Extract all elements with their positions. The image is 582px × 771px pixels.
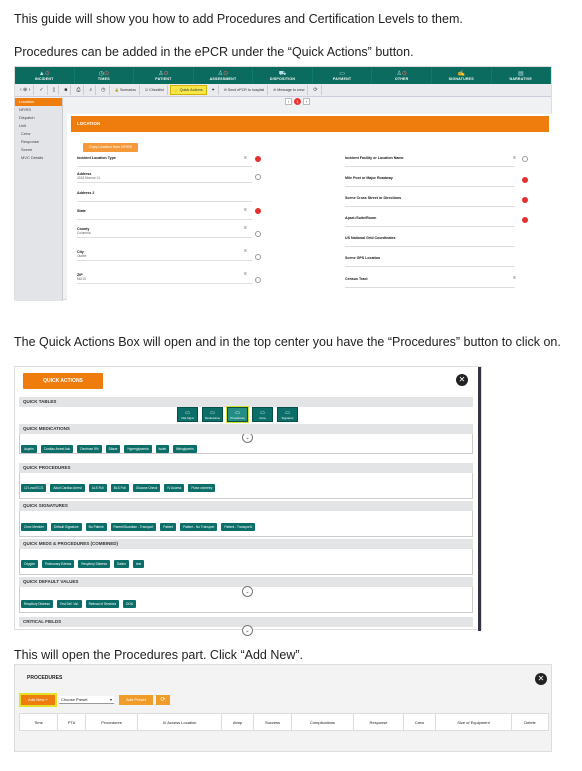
flag-icon[interactable]: ⚑ [209,85,219,95]
field-address[interactable]: Address 4318 Monroe Ct [77,172,252,183]
section-quick-combined: QUICK MEDS & PROCEDURES (COMBINED) [19,539,473,549]
list-icon[interactable]: ≡ [244,248,247,254]
chevron-down-icon[interactable]: ⌄ [242,586,253,597]
status-icon [255,277,261,283]
back-icon[interactable]: ‹ ⊕ › [17,85,34,95]
list-icon[interactable]: ≡ [244,207,247,213]
quick-actions-screenshot [14,366,482,634]
med-button[interactable]: Isolet [156,445,170,453]
close-icon[interactable]: ✕ [535,673,547,685]
toolbar [15,84,551,97]
signatures-row [21,523,255,531]
send-epcr-button[interactable]: ✉ Send ePCR to hospital [221,85,268,95]
assessment-icon: ♙⊙ [217,70,229,77]
signature-button[interactable]: Parent/Guardian - Transport [111,523,157,531]
list-icon[interactable]: ≡ [244,225,247,231]
nav-narrative[interactable]: ▤ NARRATIVE [492,67,552,84]
med-button[interactable]: Dilaxe [106,445,121,453]
tile-vital-signs[interactable]: ▭ Vital Signs [177,407,198,422]
med-button[interactable]: Aspirin [21,445,37,453]
list-icon[interactable]: ≡ [244,271,247,277]
section-quick-signatures: QUICK SIGNATURES [19,501,473,511]
defaults-row [21,600,136,608]
section-quick-procedures: QUICK PROCEDURES [19,463,473,473]
tile-procedures[interactable]: ▭ Procedures [227,407,248,422]
intro-text: This guide will show you how to add Procedures and Certification Levels to them. [14,12,463,26]
table-icon: ▭ [260,410,265,416]
checklist-button[interactable]: ☑ Checklist [142,85,168,95]
refresh-icon[interactable]: ⟳ [156,695,170,705]
signature-button[interactable]: Patient [160,523,176,531]
nav-times[interactable]: ◷⊙ TIMES [75,67,135,84]
nav-disposition[interactable]: ⛟ DISPOSITION [253,67,313,84]
med-button[interactable]: Dextrose 5% [77,445,101,453]
field-incident-location-type[interactable]: Incident Location Type [77,156,252,167]
pager [285,98,310,105]
sidebar-item-nfirs[interactable]: NFIRS [19,107,31,112]
required-icon [255,156,261,162]
column-header[interactable]: Size of Equipment [436,714,512,730]
field-usng[interactable]: US National Grid Coordinates [345,236,515,247]
combined-button[interactable]: Respitory Distress [78,560,110,568]
column-header[interactable]: Delete [524,720,536,725]
section-quick-defaults: QUICK DEFAULT VALUES [19,577,473,587]
sidebar-item-mvc[interactable]: MVC Details [21,155,44,160]
tile-signature[interactable]: ▭ Signature [277,407,298,422]
chevron-down-icon[interactable]: ⌄ [242,432,253,443]
scrollbar[interactable] [478,367,481,631]
procedure-button[interactable]: ALS Full [89,484,107,492]
signature-button[interactable]: Patient - No Transport [180,523,217,531]
table-icon: ▭ [210,410,215,416]
procedure-button[interactable]: Adult Cardiac Arrest [50,484,84,492]
section-critical-fields: CRITICAL FIELDS [19,617,473,627]
clock-icon: ◷⊙ [98,70,109,77]
caret-down-icon: ▾ [109,697,112,702]
nav-other[interactable]: ♙⊙ OTHER [372,67,432,84]
required-icon [522,177,528,183]
list-icon[interactable]: ≡ [513,275,516,281]
procedures-screenshot [14,664,552,752]
combined-button[interactable]: Saline [114,560,129,568]
required-icon [522,217,528,223]
nav-signatures[interactable]: ✍ SIGNATURES [432,67,492,84]
status-icon [255,231,261,237]
nav-payment[interactable]: ▭ PAYMENT [313,67,373,84]
combined-button[interactable]: Pulmonary Edema [42,560,74,568]
table-icon: ▭ [235,410,240,416]
top-nav [15,67,551,84]
default-button[interactable]: Test Def. Val. [57,600,82,608]
status-icon [255,174,261,180]
field-zip[interactable]: ZIP 66215 [77,273,252,284]
signature-button[interactable]: Crew Member [21,523,47,531]
required-icon [255,208,261,214]
column-header[interactable]: Atmp [222,714,254,730]
field-apartment[interactable]: Apart./Suite/Room [345,216,515,227]
procedure-button[interactable]: Pulse oximetry [188,484,215,492]
table-icon: ▭ [185,410,190,416]
epcr-screenshot [14,66,552,300]
add-preset-button[interactable]: Add Preset [119,695,153,705]
sidebar-item-dispatch[interactable]: Dispatch [19,115,35,120]
field-mile-post[interactable]: Mile Post or Major Roadway [345,176,515,187]
section-title: LOCATION [71,116,549,132]
section-quick-medications: QUICK MEDICATIONS [19,424,473,434]
history-icon[interactable]: ◷ [98,85,109,95]
tile-medications[interactable]: ▭ Medications [202,407,223,422]
step3-text: This will open the Procedures part. Click “Add New”. [14,648,304,662]
step2-text: The Quick Actions Box will open and in the top center you have the “Procedures” button to click on. [14,335,561,349]
field-facility-name[interactable]: Incident Facility or Location Name [345,156,515,167]
message-crew-button[interactable]: ✉ Message to crew [270,85,308,95]
sidebar-item-response[interactable]: Response [21,139,40,144]
scenarios-button[interactable]: 🔒 Scenarios [112,85,140,95]
payment-icon: ▭ [339,70,345,77]
quick-actions-title: QUICK ACTIONS [23,373,103,389]
combined-row [21,560,144,568]
procedure-button[interactable]: 12 Lead ECG [21,484,46,492]
narrative-icon: ▤ [517,70,524,77]
step1-text: Procedures can be added in the ePCR under the “Quick Actions” button. [14,45,414,59]
refresh-icon[interactable]: ⟳ [310,85,321,95]
patient-icon: ♙⊙ [158,70,169,77]
column-header[interactable]: Success [254,714,292,730]
nav-incident[interactable]: ▲⊙ INCIDENT [15,67,75,84]
procedure-button[interactable]: BLS Full [111,484,129,492]
field-cross-street[interactable]: Scene Cross Street or Directions [345,196,515,207]
check-icon[interactable]: ✓ [36,85,47,95]
status-icon [255,254,261,260]
section-sidebar [15,98,63,301]
nav-assessment[interactable]: ♙⊙ ASSESSMENT [194,67,254,84]
nav-patient[interactable]: ♙⊙ PATIENT [134,67,194,84]
sidebar-item-scene[interactable]: Scene [21,147,33,152]
column-header[interactable]: Crew [404,714,436,730]
incident-icon: ▲⊙ [38,70,50,77]
other-icon: ♙⊙ [396,70,407,77]
sidebar-item-unit[interactable]: Unit [19,123,27,128]
required-icon [522,197,528,203]
pager-next-icon[interactable]: › [303,98,310,105]
signature-button[interactable]: Default Signature [51,523,82,531]
column-header[interactable]: Procedures [86,714,138,730]
column-header[interactable]: IV Access Location [138,714,222,730]
section-quick-tables: QUICK TABLES [19,397,473,407]
medications-row [21,445,197,453]
med-button[interactable]: Nitroglycerin [173,445,197,453]
column-header[interactable]: PTA [58,714,86,730]
procedures-row [21,484,215,492]
quick-actions-button[interactable]: ⚡ Quick Actions [170,85,207,95]
field-gps[interactable]: Scene GPS Location [345,256,515,267]
ambulance-icon: ⛟ [278,70,287,77]
field-county[interactable]: County Columbia [77,227,252,238]
sidebar-item-crew[interactable]: Crew [21,131,31,136]
search-icon[interactable]: ⌕ [86,85,96,95]
list-icon[interactable]: ≡ [513,155,516,161]
save-icon[interactable]: ■ [61,85,71,95]
document-icon[interactable]: ▯ [50,85,60,95]
add-new-button[interactable]: Add New + [19,693,57,707]
default-button[interactable]: DOA [123,600,136,608]
default-button[interactable]: Refusal of Services [86,600,119,608]
status-icon [522,156,528,162]
default-button[interactable]: Respitory Distress [21,600,53,608]
sidebar-item-location[interactable]: Location [15,98,62,106]
close-icon[interactable]: ✕ [456,374,468,386]
field-city[interactable]: City Olathe [77,250,252,261]
tile-crew[interactable]: ▭ Crew [252,407,273,422]
pager-badge: 1 [294,98,301,105]
table-icon: ▭ [285,410,290,416]
chevron-down-icon[interactable]: ⌄ [242,625,253,636]
column-header[interactable]: Response [354,714,404,730]
list-icon[interactable]: ≡ [244,155,247,161]
procedures-table-header [19,713,549,731]
signature-button[interactable]: Patient - Transport1 [221,523,255,531]
choose-preset-select[interactable]: Choose Preset ▾ [61,697,112,702]
quick-tables-row [177,407,298,422]
procedure-button[interactable]: IV Access [164,484,184,492]
procedures-title: PROCEDURES [27,675,63,681]
field-address-2[interactable]: Address 2 [77,191,252,202]
field-state[interactable]: State [77,209,252,220]
med-button[interactable]: Cardiac Arrest Adu [41,445,74,453]
signature-button[interactable]: No Patient [86,523,107,531]
location-form [67,114,553,301]
combined-button[interactable]: Oxygen [21,560,38,568]
pager-prev-icon[interactable]: ‹ [285,98,292,105]
copy-location-button[interactable]: Copy Location from NFIRS [83,143,138,152]
field-census-tract[interactable]: Census Tract [345,277,515,288]
print-icon[interactable]: ⎙ [73,85,84,95]
signature-icon: ✍ [457,70,465,77]
combined-button[interactable]: test [133,560,144,568]
med-button[interactable]: Hyperglycemia [124,445,151,453]
column-header[interactable]: Time [20,714,58,730]
procedure-button[interactable]: Glucose Check [133,484,161,492]
column-header[interactable]: Complications [292,714,354,730]
